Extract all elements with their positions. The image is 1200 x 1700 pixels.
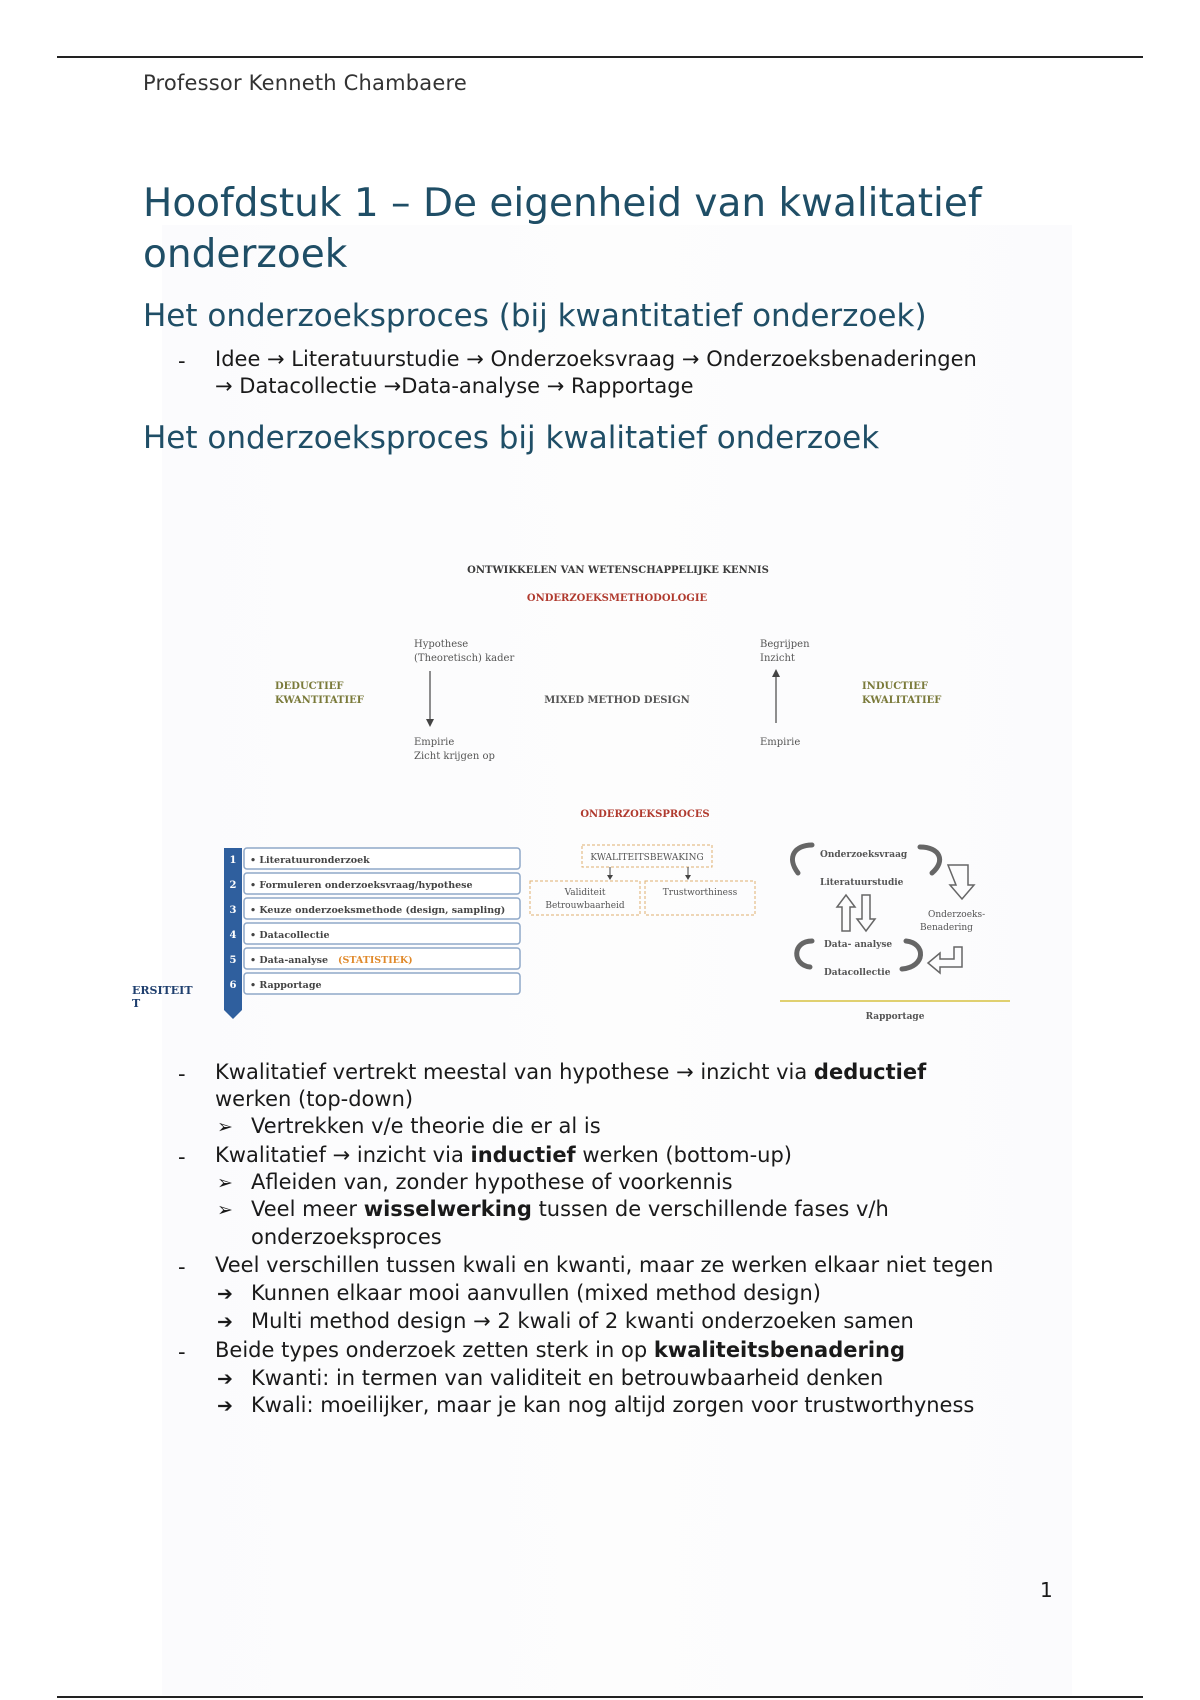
header-rule — [57, 56, 1143, 58]
mixed-method-label: MIXED METHOD DESIGN — [544, 695, 690, 706]
sub-arrow-icon: ➢ — [217, 1199, 233, 1221]
cycle-benadering-2: Benadering — [920, 923, 973, 933]
bullet-deductief-line2: werken (top-down) — [215, 1087, 414, 1111]
diagram-subtitle: ONDERZOEKSMETHODOLOGIE — [526, 593, 708, 604]
quality-arrow-left-head — [607, 875, 613, 880]
diagram-title: ONTWIKKELEN VAN WETENSCHAPPELIJKE KENNIS — [467, 565, 769, 576]
sub-bullet-kwanti: Kwanti: in termen van validiteit en betrouwbaarheid denken — [251, 1366, 884, 1390]
step-label: • Rapportage — [250, 980, 322, 991]
bullet-bold-text: deductief — [813, 1060, 927, 1084]
down-arrow-icon — [426, 719, 434, 727]
list-dash: - — [178, 1255, 186, 1279]
step-number: 4 — [229, 930, 237, 941]
step-number: 3 — [229, 905, 237, 916]
bullet-bold-text: kwaliteitsbenadering — [653, 1338, 906, 1362]
kwantitatief-label: KWANTITATIEF — [275, 695, 364, 706]
research-process-diagram — [132, 555, 1040, 1030]
trustworthiness-label: Trustworthiness — [662, 888, 738, 898]
sub-arrow-icon: ➢ — [217, 1116, 233, 1138]
step-1 — [230, 848, 520, 869]
university-logo-text: ERSITEIT — [132, 984, 193, 997]
chapter-title — [143, 178, 1043, 280]
cycle-down-arrow-icon — [857, 895, 875, 931]
cycle-arrow-icon-6 — [928, 947, 962, 973]
step-number: 2 — [229, 880, 237, 891]
trustworthiness-box — [645, 881, 755, 915]
step-4 — [230, 923, 520, 944]
sub-bullet-wisselwerking — [251, 1196, 889, 1223]
cycle-up-arrow-icon — [837, 895, 855, 931]
sub-arrow-icon: ➢ — [217, 1172, 233, 1194]
sub-bullet-aanvullen: Kunnen elkaar mooi aanvullen (mixed method design) — [251, 1281, 821, 1305]
kader-label: (Theoretisch) kader — [414, 653, 515, 664]
step-2 — [230, 873, 520, 894]
list-dash: - — [178, 349, 186, 373]
deductief-label: DEDUCTIEF — [275, 681, 344, 692]
step-3 — [230, 898, 520, 919]
section-heading-qualitative: Het onderzoeksproces bij kwalitatief onderzoek — [143, 420, 880, 456]
sub-bullet-afleiden: Afleiden van, zonder hypothese of voorkennis — [251, 1170, 733, 1194]
cycle-literatuurstudie: Literatuurstudie — [820, 878, 904, 888]
bullet-text: Beide types onderzoek zetten sterk in op — [215, 1338, 654, 1362]
chapter-title-line2: onderzoek — [143, 232, 348, 277]
arrow-right-icon: ➔ — [217, 1368, 233, 1390]
bullet-bold-text: wisselwerking — [363, 1197, 532, 1221]
inductief-label: INDUCTIEF — [862, 681, 929, 692]
validiteit-label: Validiteit — [564, 888, 606, 898]
step-number: 6 — [229, 980, 237, 991]
sub-bullet-multi-method: Multi method design → 2 kwali of 2 kwanti onderzoeken samen — [251, 1309, 914, 1333]
bullet-text: Veel meer — [251, 1197, 364, 1221]
step-label: • Datacollectie — [250, 930, 330, 941]
cycle-arrow-icon-5 — [902, 941, 921, 969]
bullet-deductief-line1 — [215, 1059, 926, 1086]
step-label: • Formuleren onderzoeksvraag/hypothese — [250, 880, 473, 891]
cycle-arrow-icon-3 — [948, 865, 974, 899]
step-number: 1 — [229, 855, 237, 866]
page-number: 1 — [1040, 1578, 1053, 1602]
sub-bullet-kwali: Kwali: moeilijker, maar je kan nog altijd zorgen voor trustworthyness — [251, 1393, 975, 1417]
bullet-inductief — [215, 1142, 792, 1169]
statistiek-label: (STATISTIEK) — [338, 955, 413, 966]
bullet-bold-text: inductief — [470, 1143, 576, 1167]
process-steps-line1: Idee → Literatuurstudie → Onderzoeksvraag → Onderzoeksbenaderingen — [215, 347, 977, 371]
arrow-right-icon: ➔ — [217, 1311, 233, 1333]
bullet-text-post: werken (bottom-up) — [575, 1143, 792, 1167]
bullet-text: Kwalitatief vertrekt meestal van hypothese → inzicht via — [215, 1060, 814, 1084]
bullet-text: Kwalitatief → inzicht via — [215, 1143, 471, 1167]
cycle-rapportage: Rapportage — [865, 1012, 925, 1022]
footer-rule — [57, 1696, 1143, 1698]
list-dash: - — [178, 1340, 186, 1364]
empirie-right-label: Empirie — [760, 737, 801, 748]
arrow-right-icon: ➔ — [217, 1395, 233, 1417]
cycle-onderzoeksvraag: Onderzoeksvraag — [820, 850, 908, 860]
cycle-benadering-1: Onderzoeks- — [928, 910, 986, 920]
list-dash: - — [178, 1145, 186, 1169]
page-header-author: Professor Kenneth Chambaere — [143, 71, 467, 95]
section-heading-quantitative: Het onderzoeksproces (bij kwantitatief onderzoek) — [143, 298, 927, 334]
step-label: • Data-analyse — [250, 955, 328, 966]
begrijpen-label: Begrijpen — [760, 639, 810, 650]
bullet-verschillen: Veel verschillen tussen kwali en kwanti, maar ze werken elkaar niet tegen — [215, 1253, 994, 1277]
cycle-datacollectie: Datacollectie — [824, 968, 891, 978]
arrow-right-icon: ➔ — [217, 1283, 233, 1305]
step-5 — [230, 948, 520, 969]
university-logo-text-2: T — [132, 997, 141, 1010]
inzicht-label: Inzicht — [760, 653, 795, 664]
process-title: ONDERZOEKSPROCES — [580, 809, 710, 820]
sub-bullet-theorie: Vertrekken v/e theorie die er al is — [251, 1114, 601, 1138]
bullet-text-post: tussen de verschillende fases v/h — [531, 1197, 889, 1221]
up-arrow-icon — [772, 669, 780, 677]
step-label: • Literatuuronderzoek — [250, 855, 370, 866]
betrouwbaarheid-label: Betrouwbaarheid — [545, 901, 625, 911]
kwaliteit-label: KWALITEITSBEWAKING — [590, 853, 704, 863]
step-number: 5 — [229, 955, 237, 966]
hypothese-label: Hypothese — [414, 639, 469, 650]
cycle-arrow-icon — [793, 845, 812, 873]
kwalitatief-label: KWALITATIEF — [862, 695, 942, 706]
empirie-left-label: Empirie — [414, 737, 455, 748]
cycle-arrow-icon-2 — [920, 847, 940, 873]
step-label: • Keuze onderzoeksmethode (design, sampling) — [250, 905, 506, 916]
chapter-title-line1: Hoofdstuk 1 – De eigenheid van kwalitatief — [143, 181, 982, 226]
zicht-label: Zicht krijgen op — [414, 751, 495, 762]
sub-bullet-wisselwerking-line2: onderzoeksproces — [251, 1225, 442, 1249]
cycle-data-analyse: Data- analyse — [824, 940, 893, 950]
step-6 — [230, 973, 520, 994]
bullet-kwaliteitsbenadering — [215, 1337, 905, 1364]
cycle-arrow-icon-4 — [797, 941, 812, 967]
process-steps-line2: → Datacollectie →Data-analyse → Rapportage — [215, 374, 694, 398]
list-dash: - — [178, 1062, 186, 1086]
quality-arrow-right-head — [685, 875, 691, 880]
